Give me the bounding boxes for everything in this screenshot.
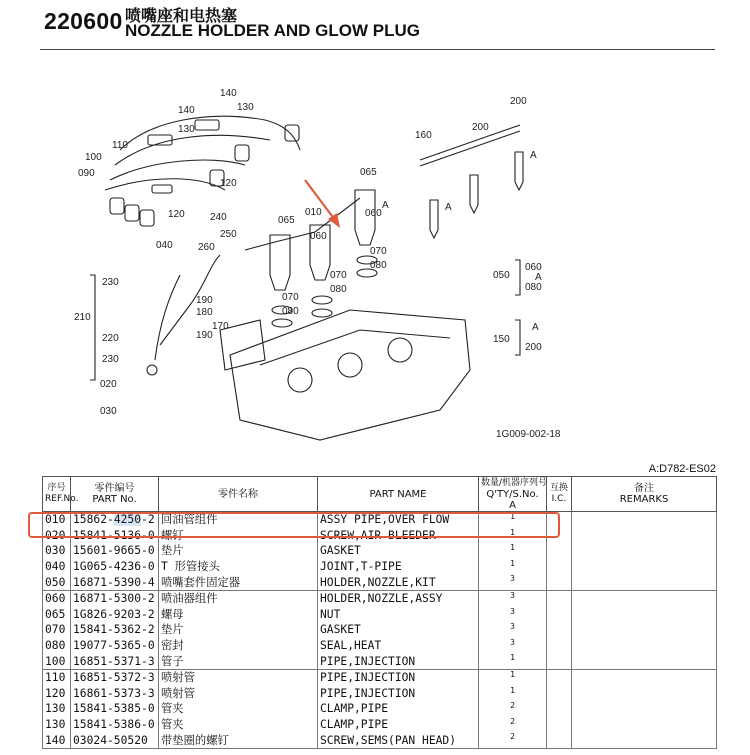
svg-text:130: 130 [237, 102, 254, 113]
col-part-no: 零件编号 PART No. [71, 477, 159, 512]
table-row[interactable] [43, 669, 717, 685]
table-row[interactable] [43, 607, 717, 623]
svg-text:070: 070 [282, 292, 299, 303]
svg-text:220: 220 [102, 333, 119, 344]
interchange [547, 701, 572, 717]
remarks [572, 622, 717, 638]
part-name-cn: T 形管接头 [159, 559, 318, 575]
part-name-cn: 管夹 [159, 701, 318, 717]
svg-text:200: 200 [525, 342, 542, 353]
remarks [572, 669, 717, 685]
part-name-en: GASKET [318, 622, 479, 638]
ref-no: 140 [43, 732, 71, 748]
svg-text:170: 170 [212, 321, 229, 332]
part-name-en: HOLDER,NOZZLE,KIT [318, 574, 479, 590]
interchange [547, 686, 572, 702]
part-name-en: HOLDER,NOZZLE,ASSY [318, 590, 479, 606]
ref-no: 040 [43, 559, 71, 575]
svg-text:060: 060 [365, 208, 382, 219]
table-row[interactable] [43, 574, 717, 590]
svg-text:080: 080 [525, 282, 542, 293]
table-row[interactable] [43, 701, 717, 717]
part-name-en: PIPE,INJECTION [318, 686, 479, 702]
interchange [547, 638, 572, 654]
quantity: 3 [479, 574, 547, 590]
table-row[interactable] [43, 732, 717, 748]
svg-text:080: 080 [370, 260, 387, 271]
ref-no: 060 [43, 590, 71, 606]
remarks [572, 559, 717, 575]
exploded-diagram [60, 80, 560, 450]
svg-text:040: 040 [156, 240, 173, 251]
svg-text:200: 200 [510, 96, 527, 107]
quantity: 1 [479, 686, 547, 702]
ref-no: 120 [43, 686, 71, 702]
interchange [547, 732, 572, 748]
table-header-row [43, 477, 717, 512]
remarks [572, 574, 717, 590]
part-name-en: PIPE,INJECTION [318, 653, 479, 669]
svg-text:250: 250 [220, 229, 237, 240]
model-code: A:D782-ES02 [648, 463, 716, 475]
svg-text:230: 230 [102, 277, 119, 288]
remarks [572, 717, 717, 733]
part-number[interactable]: 19077-5365-0 [71, 638, 159, 654]
col-ref: 序号 REF.No. [43, 477, 71, 512]
ref-no: 050 [43, 574, 71, 590]
part-number[interactable]: 03024-50520 [71, 732, 159, 748]
table-row[interactable] [43, 559, 717, 575]
interchange [547, 653, 572, 669]
quantity: 1 [479, 543, 547, 559]
svg-text:260: 260 [198, 242, 215, 253]
part-name-en: PIPE,INJECTION [318, 669, 479, 685]
part-number[interactable]: 15841-5386-0 [71, 717, 159, 733]
interchange [547, 590, 572, 606]
highlight-box [28, 512, 560, 538]
remarks [572, 701, 717, 717]
ref-no: 070 [43, 622, 71, 638]
quantity: 1 [479, 669, 547, 685]
svg-text:210: 210 [74, 312, 91, 323]
remarks [572, 686, 717, 702]
part-name-cn: 管夹 [159, 717, 318, 733]
remarks [572, 638, 717, 654]
svg-text:A: A [445, 202, 452, 213]
interchange [547, 574, 572, 590]
ref-no: 030 [43, 543, 71, 559]
part-name-cn: 喷油器组件 [159, 590, 318, 606]
col-remarks: 备注 REMARKS [572, 477, 717, 512]
table-row[interactable] [43, 686, 717, 702]
remarks [572, 732, 717, 748]
svg-text:050: 050 [493, 270, 510, 281]
svg-text:065: 065 [278, 215, 295, 226]
part-number[interactable]: 15601-9665-0 [71, 543, 159, 559]
svg-text:A: A [535, 272, 542, 283]
part-name-cn: 螺钉 [159, 528, 318, 544]
col-name-en: PART NAME [318, 477, 479, 512]
table-row[interactable] [43, 543, 717, 559]
table-row[interactable] [43, 717, 717, 733]
svg-text:200: 200 [472, 122, 489, 133]
diagram-callouts [74, 88, 561, 440]
part-name-en: CLAMP,PIPE [318, 717, 479, 733]
col-qty: 数量/机器序列号 Q'TY/S.No. A [479, 477, 547, 512]
page-header [0, 0, 750, 50]
col-name-cn: 零件名称 [159, 477, 318, 512]
part-number[interactable]: 1G065-4236-0 [71, 559, 159, 575]
svg-text:A: A [532, 322, 539, 333]
part-name-cn: 喷射管 [159, 686, 318, 702]
svg-text:150: 150 [493, 334, 510, 345]
interchange [547, 543, 572, 559]
svg-text:070: 070 [370, 246, 387, 257]
quantity: 3 [479, 622, 547, 638]
quantity: 3 [479, 607, 547, 623]
part-number[interactable]: 1G826-9203-2 [71, 607, 159, 623]
ref-no: 130 [43, 701, 71, 717]
interchange [547, 717, 572, 733]
svg-text:A: A [530, 150, 537, 161]
title-english: NOZZLE HOLDER AND GLOW PLUG [125, 21, 420, 40]
remarks [572, 653, 717, 669]
part-name-cn: 喷嘴套件固定器 [159, 574, 318, 590]
part-name-cn: 螺母 [159, 607, 318, 623]
svg-text:010: 010 [305, 207, 322, 218]
svg-text:230: 230 [102, 354, 119, 365]
svg-text:070: 070 [330, 270, 347, 281]
quantity: 3 [479, 638, 547, 654]
interchange [547, 669, 572, 685]
part-name-en: SEAL,HEAT [318, 638, 479, 654]
svg-text:080: 080 [330, 284, 347, 295]
ref-no: 110 [43, 669, 71, 685]
figure-id: 1G009-002-18 [496, 429, 561, 440]
ref-no: 010 [43, 512, 71, 528]
svg-text:190: 190 [196, 295, 213, 306]
part-name-en: CLAMP,PIPE [318, 701, 479, 717]
part-name-en: ASSY PIPE,OVER FLOW [318, 512, 479, 528]
remarks [572, 543, 717, 559]
part-number[interactable]: 15841-5136-0 [71, 528, 159, 544]
red-arrow [305, 180, 340, 228]
svg-text:130: 130 [178, 124, 195, 135]
part-name-en: GASKET [318, 543, 479, 559]
svg-text:100: 100 [85, 152, 102, 163]
part-number[interactable]: 15841-5362-2 [71, 622, 159, 638]
part-name-cn: 回油管组件 [159, 512, 318, 528]
ref-no: 080 [43, 638, 71, 654]
header-rule [40, 49, 715, 50]
quantity: 1 [479, 528, 547, 544]
ref-no: 020 [43, 528, 71, 544]
part-name-cn: 垫片 [159, 622, 318, 638]
part-name-cn: 喷射管 [159, 669, 318, 685]
quantity: 2 [479, 717, 547, 733]
svg-text:140: 140 [178, 105, 195, 116]
interchange [547, 622, 572, 638]
part-number[interactable]: 16871-5390-4 [71, 574, 159, 590]
part-name-cn: 垫片 [159, 543, 318, 559]
svg-text:020: 020 [100, 379, 117, 390]
ref-no: 065 [43, 607, 71, 623]
svg-text:065: 065 [360, 167, 377, 178]
part-name-cn: 管子 [159, 653, 318, 669]
part-number[interactable]: 16851-5372-3 [71, 669, 159, 685]
part-name-en: JOINT,T-PIPE [318, 559, 479, 575]
part-name-cn: 带垫圈的螺钉 [159, 732, 318, 748]
table-row[interactable] [43, 638, 717, 654]
ref-no: 100 [43, 653, 71, 669]
svg-text:090: 090 [78, 168, 95, 179]
svg-text:120: 120 [220, 178, 237, 189]
remarks [572, 528, 717, 544]
part-number[interactable]: 15841-5385-0 [71, 701, 159, 717]
svg-text:080: 080 [282, 306, 299, 317]
part-name-en: SCREW,AIR BLEEDER [318, 528, 479, 544]
col-ic: 互换 I.C. [547, 477, 572, 512]
svg-text:140: 140 [220, 88, 237, 99]
svg-text:060: 060 [525, 262, 542, 273]
part-number[interactable]: 16851-5371-3 [71, 653, 159, 669]
part-name-en: SCREW,SEMS(PAN HEAD) [318, 732, 479, 748]
part-name-en: NUT [318, 607, 479, 623]
quantity: 2 [479, 732, 547, 748]
part-number[interactable]: 15862-4250-2 [71, 512, 159, 528]
table-row[interactable] [43, 622, 717, 638]
table-row[interactable] [43, 590, 717, 606]
part-name-cn: 密封 [159, 638, 318, 654]
remarks [572, 607, 717, 623]
svg-text:160: 160 [415, 130, 432, 141]
svg-text:240: 240 [210, 212, 227, 223]
quantity: 1 [479, 559, 547, 575]
interchange [547, 559, 572, 575]
svg-text:190: 190 [196, 330, 213, 341]
section-code: 220600 [44, 8, 123, 34]
part-number[interactable]: 16861-5373-3 [71, 686, 159, 702]
part-number[interactable]: 16871-5300-2 [71, 590, 159, 606]
remarks [572, 590, 717, 606]
diagram-linework [90, 116, 523, 440]
svg-text:060: 060 [310, 231, 327, 242]
ref-no: 130 [43, 717, 71, 733]
title-chinese: 喷嘴座和电热塞 [125, 6, 238, 25]
interchange [547, 607, 572, 623]
svg-text:180: 180 [196, 307, 213, 318]
quantity: 1 [479, 512, 547, 528]
table-row[interactable] [43, 653, 717, 669]
svg-text:120: 120 [168, 209, 185, 220]
svg-text:A: A [382, 200, 389, 211]
svg-text:030: 030 [100, 406, 117, 417]
quantity: 1 [479, 653, 547, 669]
svg-text:110: 110 [112, 140, 128, 151]
remarks [572, 512, 717, 528]
quantity: 2 [479, 701, 547, 717]
quantity: 3 [479, 590, 547, 606]
part-number-selection: 4250 [113, 513, 142, 527]
